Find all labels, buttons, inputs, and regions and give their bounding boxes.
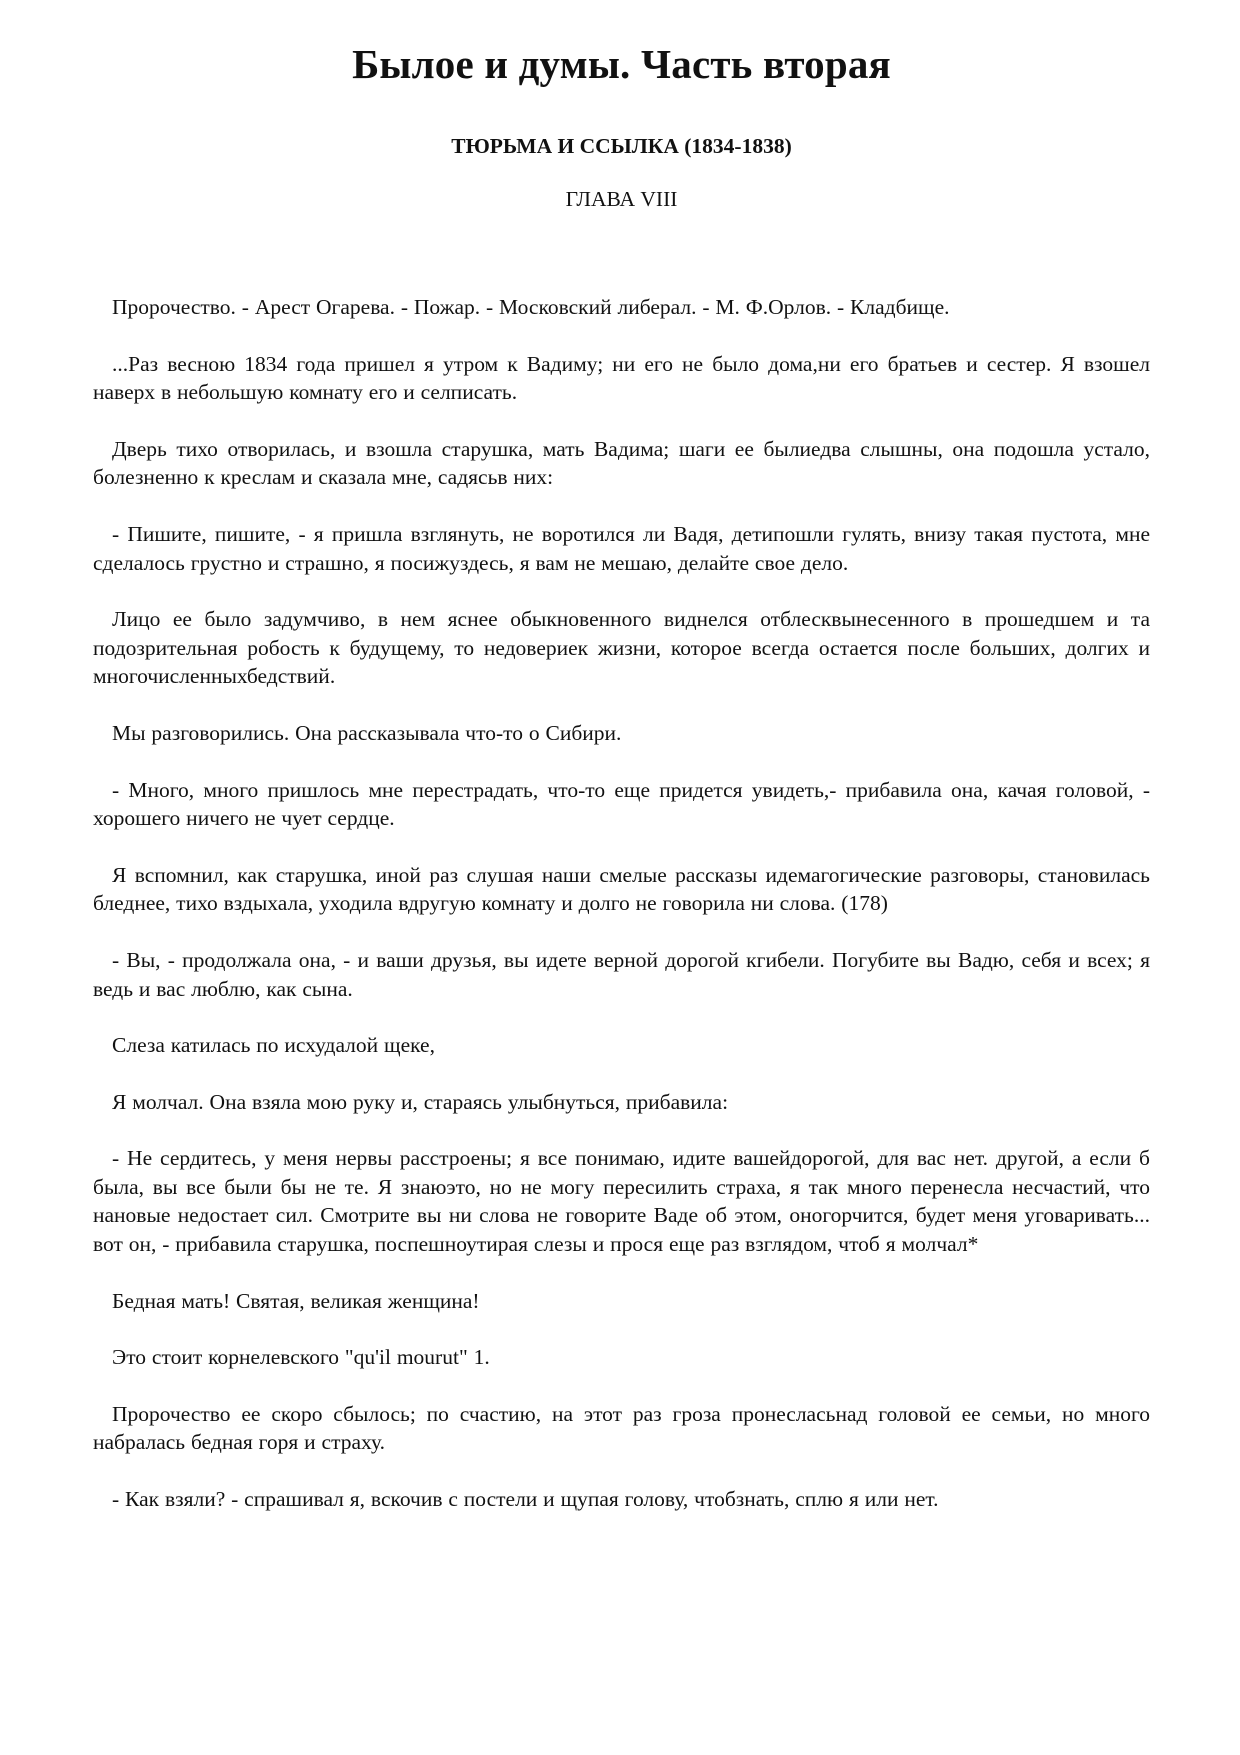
document-title: Былое и думы. Часть вторая <box>352 41 891 87</box>
paragraph: ...Раз весною 1834 года пришел я утром к Вадиму; ни его не было дома,ни его братьев и сестер. Я взошел наверх в небольшую комнату его и селписать. <box>93 351 1150 405</box>
chapter-summary: Пророчество. - Арест Огарева. - Пожар. - Московский либерал. - М. Ф.Орлов. - Кладбище. <box>112 295 950 319</box>
paragraph: Это стоит корнелевского "qu'il mourut" 1. <box>112 1345 490 1370</box>
paragraph: Мы разговорились. Она рассказывала что-то о Сибири. <box>112 720 622 745</box>
paragraph: Лицо ее было задумчиво, в нем яснее обыкновенного виднелся отблесквынесенного в прошедшем и та подозрительная робость к будущему, то недовериек жизни, которое всегда остается после больших, долгих и многочисленныхбедствий. <box>93 607 1150 689</box>
paragraph: Я вспомнил, как старушка, иной раз слушая наши смелые рассказы идемагогические разговоры, становилась бледнее, тихо вздыхала, уходила вдругую комнату и долго не говорила ни слова. (178) <box>93 862 1150 916</box>
paragraph: Бедная мать! Святая, великая женщина! <box>112 1288 480 1313</box>
paragraph: Дверь тихо отворилась, и взошла старушка, мать Вадима; шаги ее былиедва слышны, она подошла устало, болезненно к креслам и сказала мне, садясьв них: <box>93 436 1150 490</box>
part-subtitle: ТЮРЬМА И ССЫЛКА (1834-1838) <box>451 134 792 158</box>
paragraph: - Вы, - продолжала она, - и ваши друзья, вы идете верной дорогой кгибели. Погубите вы Вадю, себя и всех; я ведь и вас люблю, как сына. <box>93 947 1150 1001</box>
paragraph: - Много, много пришлось мне перестрадать, что-то еще придется увидеть,- прибавила она, качая головой, - хорошего ничего не чует сердце. <box>93 777 1150 831</box>
chapter-heading: ГЛАВА VIII <box>565 187 678 211</box>
chapter-body <box>93 293 1150 1514</box>
paragraph: Слеза катилась по исхудалой щеке, <box>112 1033 435 1058</box>
paragraph: - Как взяли? - спрашивал я, вскочив с постели и щупая голову, чтобзнать, сплю я или нет. <box>112 1487 939 1512</box>
paragraph: - Пишите, пишите, - я пришла взглянуть, не воротился ли Вадя, детипошли гулять, внизу такая пустота, мне сделалось грустно и страшно, я посижуздесь, я вам не мешаю, делайте свое дело. <box>93 521 1150 575</box>
paragraph: - Не сердитесь, у меня нервы расстроены; я все понимаю, идите вашейдорогой, для вас нет. другой, а если б была, вы все были бы не те. Я знаюэто, но не могу пересилить страха, я так много перенесла несчастий, что нановые недостает сил. Смотрите вы ни слова не говорите Ваде об этом, оногорчится, будет меня уговаривать... вот он, - прибавила старушка, поспешноутирая слезы и прося еще раз взглядом, чтоб я молчал* <box>93 1146 1150 1257</box>
paragraph: Я молчал. Она взяла мою руку и, стараясь улыбнуться, прибавила: <box>112 1089 729 1114</box>
paragraph: Пророчество ее скоро сбылось; по счастию, на этот раз гроза пронесласьнад головой ее семьи, но много набралась бедная горя и страху. <box>93 1401 1150 1455</box>
